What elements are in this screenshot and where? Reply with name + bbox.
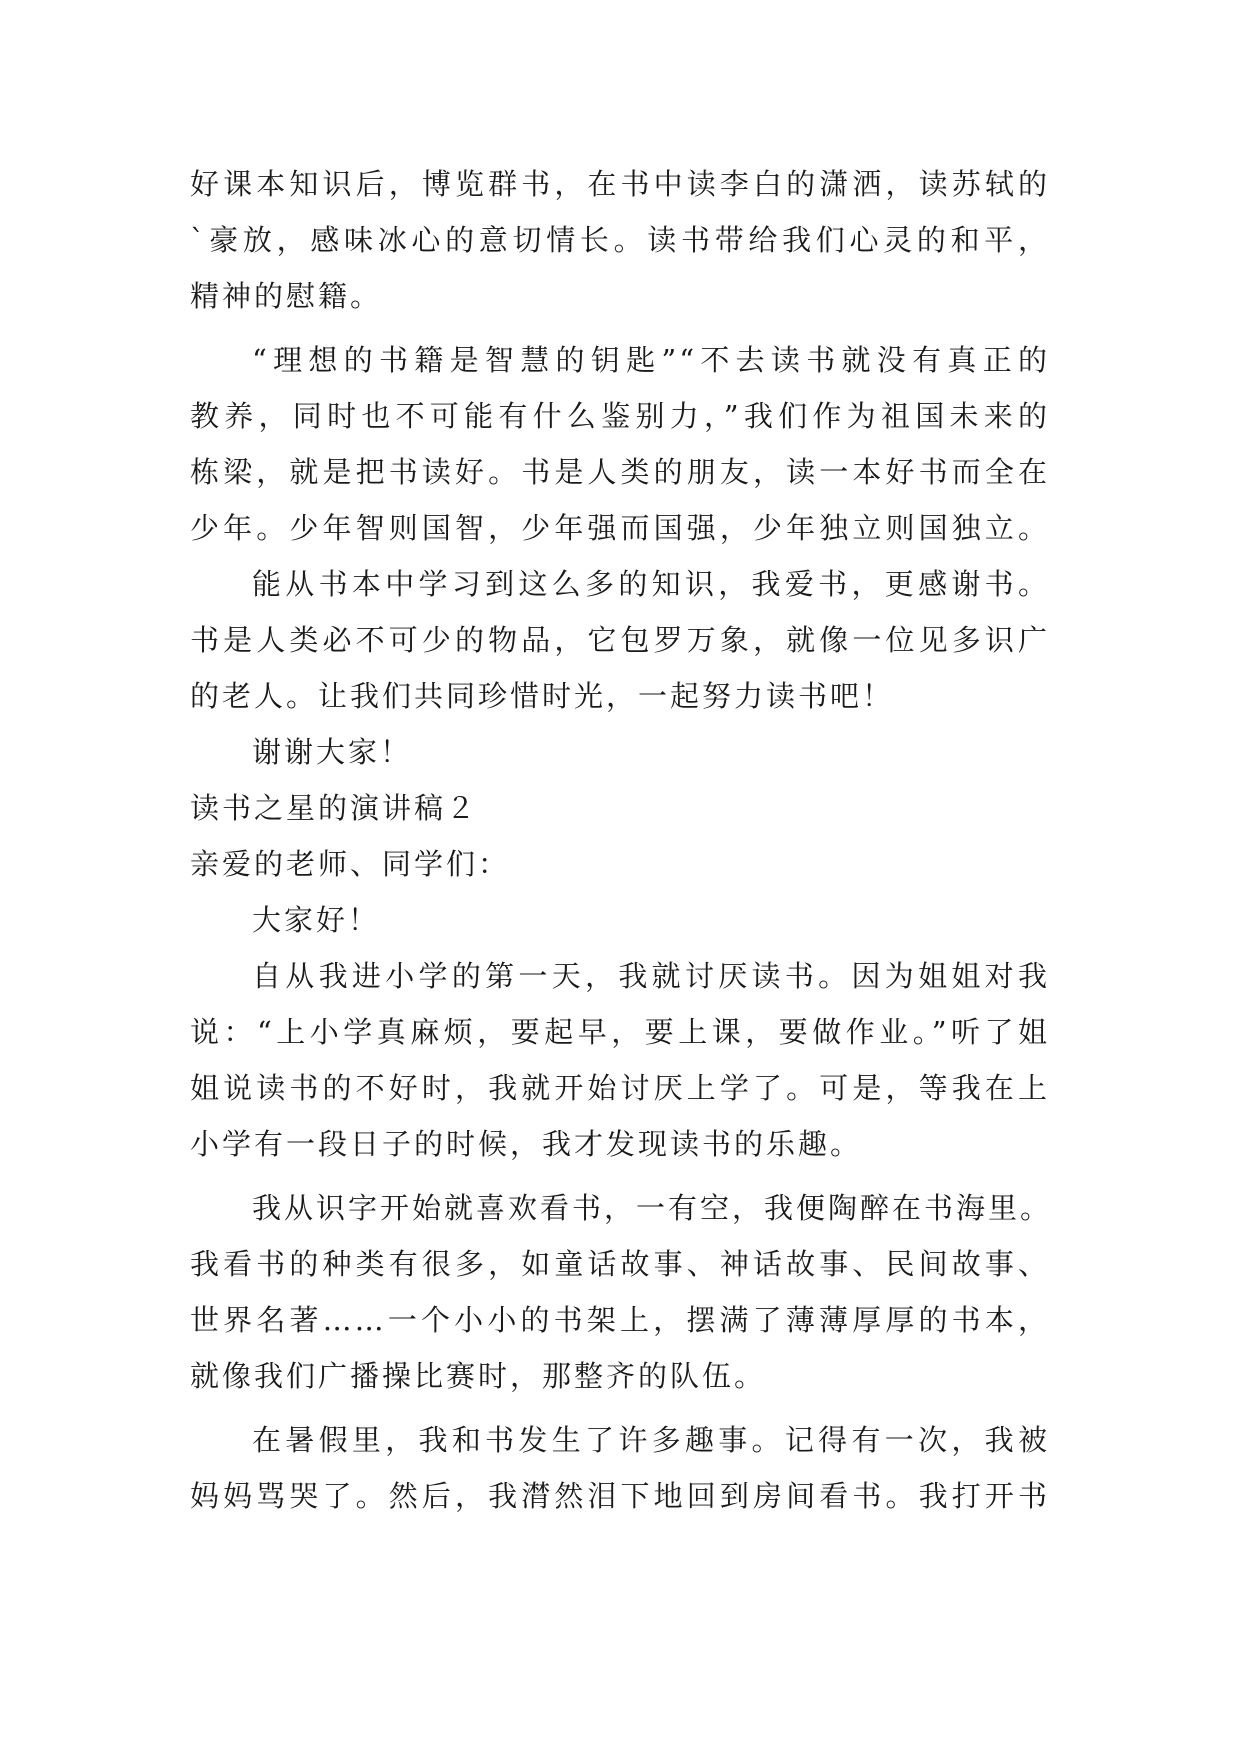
greeting <box>190 892 1050 948</box>
text-line: 小学有一段日子的时候，我才发现读书的乐趣。 <box>190 1127 863 1161</box>
paragraph-books-quote <box>190 332 1050 556</box>
text-line: 的老人。让我们共同珍惜时光，一起努力读书吧！ <box>190 679 895 713</box>
text-line: 姐说读书的不好时，我就开始讨厌上学了。可是，等我在上 <box>190 1071 1050 1105</box>
text-line: 我从识字开始就喜欢看书，一有空，我便陶醉在书海里。 <box>252 1191 1053 1225</box>
text-line: 妈妈骂哭了。然后，我潸然泪下地回到房间看书。我打开书 <box>190 1479 1050 1513</box>
paragraph-summer-story <box>190 1412 1050 1524</box>
section-title <box>190 780 1050 836</box>
text-line: 栋梁，就是把书读好。书是人类的朋友，读一本好书而全在 <box>190 455 1050 489</box>
salutation <box>190 836 1050 892</box>
text-line: 在暑假里，我和书发生了许多趣事。记得有一次，我被 <box>252 1423 1050 1457</box>
text-line: 世界名著……一个小小的书架上，摆满了薄薄厚厚的书本， <box>190 1303 1050 1337</box>
text-line: 说：“上小学真麻烦，要起早，要上课，要做作业。”听了姐 <box>190 1015 1050 1049</box>
text-line: 书是人类必不可少的物品，它包罗万象，就像一位见多识广 <box>190 623 1050 657</box>
text-line: 少年。少年智则国智，少年强而国强，少年独立则国独立。 <box>190 511 1050 545</box>
text-line: 我看书的种类有很多，如童话故事、神话故事、民间故事、 <box>190 1247 1050 1281</box>
text-line: 精神的慰籍。 <box>190 279 383 313</box>
paragraph-reading-benefits <box>190 156 1050 324</box>
paragraph-love-books <box>190 556 1050 724</box>
text-line: 好课本知识后，博览群书，在书中读李白的潇洒，读苏轼的 <box>190 167 1050 201</box>
text-line: `豪放，感味冰心的意切情长。读书带给我们心灵的和平， <box>190 223 1050 257</box>
text-line: 就像我们广播操比赛时，那整齐的队伍。 <box>190 1359 767 1393</box>
text-line: 自从我进小学的第一天，我就讨厌读书。因为姐姐对我 <box>252 959 1050 993</box>
text-line: 教养，同时也不可能有什么鉴别力，”我们作为祖国未来的 <box>190 399 1050 433</box>
paragraph-first-day <box>190 948 1050 1172</box>
text-line: 能从书本中学习到这么多的知识，我爱书，更感谢书。 <box>252 567 1050 601</box>
text-line: 读书之星的演讲稿２ <box>190 791 479 825</box>
text-line: “理想的书籍是智慧的钥匙”“不去读书就没有真正的 <box>252 343 1050 377</box>
paragraph-reading-habit <box>190 1180 1053 1404</box>
document-body <box>190 156 1053 1524</box>
text-line: 大家好！ <box>252 903 381 937</box>
text-line: 亲爱的老师、同学们： <box>190 847 511 881</box>
paragraph-thanks <box>190 724 1050 780</box>
text-line: 谢谢大家！ <box>252 735 413 769</box>
